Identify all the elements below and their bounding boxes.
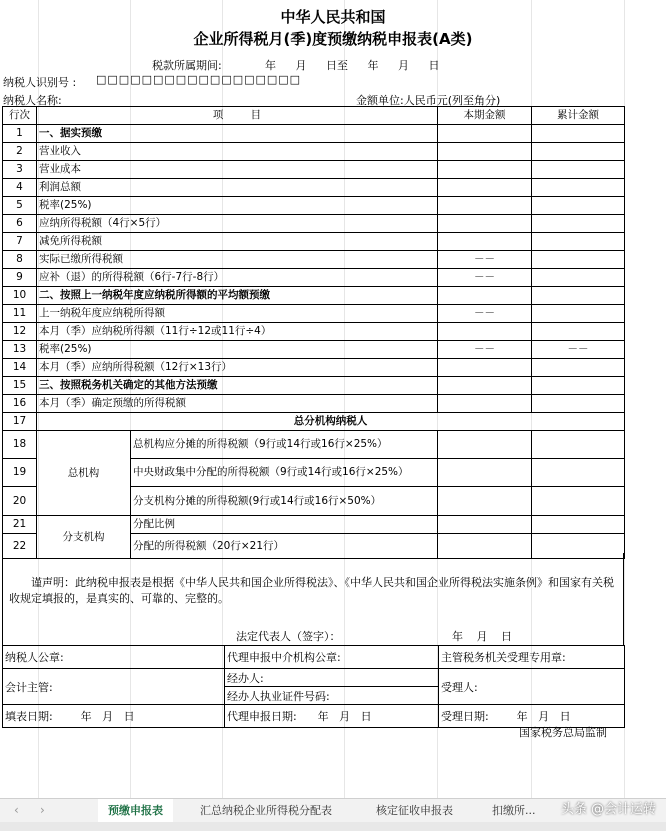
declaration-table bbox=[2, 106, 625, 559]
row-no: 4 bbox=[3, 179, 37, 197]
cell-current[interactable] bbox=[438, 431, 532, 459]
row-item: 应补（退）的所得税额（6行-7行-8行） bbox=[37, 269, 438, 287]
cell-cumulative[interactable] bbox=[532, 143, 625, 161]
row-no: 3 bbox=[3, 161, 37, 179]
header-current: 本期金额 bbox=[438, 107, 532, 125]
table-header-row bbox=[3, 107, 625, 125]
amount-unit: 金额单位:人民币元(列至角分) bbox=[356, 94, 501, 107]
cell-current[interactable] bbox=[438, 179, 532, 197]
row-item: 分支机构分摊的所得税额(9行或14行或16行×50%） bbox=[131, 487, 438, 516]
cell-cumulative[interactable] bbox=[532, 287, 625, 305]
table-row bbox=[3, 143, 625, 161]
footer-agent-seal: 代理申报中介机构公章: bbox=[225, 646, 439, 669]
row-no: 20 bbox=[3, 487, 37, 516]
table-row bbox=[3, 413, 625, 431]
row-no: 19 bbox=[3, 459, 37, 487]
row-no: 12 bbox=[3, 323, 37, 341]
header-cumulative: 累计金额 bbox=[532, 107, 625, 125]
cell-current[interactable] bbox=[438, 197, 532, 215]
row-item: 总机构应分摊的所得税额（9行或14行或16行×25%） bbox=[131, 431, 438, 459]
taxpayer-id-boxes[interactable]: □□□□□□□□□□□□□□□□□□ bbox=[96, 73, 302, 86]
table-row bbox=[3, 305, 625, 323]
group-hq-label: 总机构 bbox=[37, 431, 131, 516]
signature-row bbox=[2, 622, 624, 646]
row-no: 16 bbox=[3, 395, 37, 413]
table-row bbox=[3, 377, 625, 395]
legal-rep-label: 法定代表人（签字）： bbox=[236, 630, 341, 643]
row-no: 11 bbox=[3, 305, 37, 323]
row-no: 21 bbox=[3, 516, 37, 534]
table-row bbox=[3, 215, 625, 233]
cell-current[interactable] bbox=[438, 125, 532, 143]
title-country: 中华人民共和国 bbox=[280, 8, 386, 26]
cell-cumulative[interactable] bbox=[532, 197, 625, 215]
cell-current[interactable]: －－ bbox=[438, 269, 532, 287]
row-item: 本月（季）应纳税所得额（11行÷12或11行÷4） bbox=[37, 323, 438, 341]
table-row bbox=[3, 323, 625, 341]
cell-current[interactable] bbox=[438, 377, 532, 395]
cell-current[interactable] bbox=[438, 215, 532, 233]
row-item: 减免所得税额 bbox=[37, 233, 438, 251]
sheet-tab-assessed[interactable]: 核定征收申报表 bbox=[376, 804, 453, 817]
row-no: 18 bbox=[3, 431, 37, 459]
table-row bbox=[3, 395, 625, 413]
sheet-tab-withholding[interactable]: 扣缴所... bbox=[492, 804, 536, 817]
declaration-text: 谨声明：此纳税申报表是根据《中华人民共和国企业所得税法》、《中华人民共和国企业所得税法实施条例》和国家有关税收规定填报的，是真实的、可靠的、完整的。 bbox=[9, 576, 614, 605]
cell-current[interactable]: －－ bbox=[438, 305, 532, 323]
taxpayer-name-label: 纳税人名称: bbox=[3, 94, 62, 107]
cell-cumulative[interactable] bbox=[532, 377, 625, 395]
chevron-left-icon[interactable]: ‹ bbox=[14, 803, 19, 817]
status-bar bbox=[0, 822, 666, 831]
title-form: 企业所得税月(季)度预缴纳税申报表(A类) bbox=[193, 30, 473, 48]
sheet-tab-prepay[interactable]: 预缴申报表 bbox=[98, 799, 173, 824]
row-no: 9 bbox=[3, 269, 37, 287]
table-row bbox=[3, 251, 625, 269]
period-label: 税款所属期间: bbox=[152, 59, 222, 72]
cell-current[interactable] bbox=[438, 161, 532, 179]
header-row-no: 行次 bbox=[3, 107, 37, 125]
cell-cumulative[interactable] bbox=[532, 431, 625, 459]
footer-accept-date: 受理日期: 年 月 日 bbox=[439, 705, 625, 728]
group-branch-label: 分支机构 bbox=[37, 516, 131, 559]
cell-current[interactable]: －－ bbox=[438, 341, 532, 359]
sheet-tab-summary[interactable]: 汇总纳税企业所得税分配表 bbox=[200, 804, 332, 817]
row-no: 7 bbox=[3, 233, 37, 251]
cell-cumulative[interactable] bbox=[532, 161, 625, 179]
cell-cumulative[interactable] bbox=[532, 215, 625, 233]
row-no: 1 bbox=[3, 125, 37, 143]
cell-cumulative[interactable] bbox=[532, 459, 625, 487]
row-no: 22 bbox=[3, 534, 37, 559]
header-item: 项 目 bbox=[37, 107, 438, 125]
table-row bbox=[3, 125, 625, 143]
cell-cumulative[interactable] bbox=[532, 251, 625, 269]
row-item: 分配的所得税额（20行×21行） bbox=[131, 534, 438, 559]
row-item: 税率(25%) bbox=[37, 341, 438, 359]
row-item: 上一纳税年度应纳税所得额 bbox=[37, 305, 438, 323]
row-item: 营业收入 bbox=[37, 143, 438, 161]
table-row bbox=[3, 431, 625, 459]
cell-current[interactable] bbox=[438, 143, 532, 161]
footer-handler-cert: 经办人执业证件号码: bbox=[225, 687, 439, 705]
supervisor-label: 国家税务总局监制 bbox=[519, 726, 607, 739]
table-row bbox=[3, 233, 625, 251]
section-header: 总分机构纳税人 bbox=[37, 413, 625, 431]
cell-current[interactable] bbox=[438, 359, 532, 377]
cell-cumulative[interactable] bbox=[532, 179, 625, 197]
taxpayer-id-label: 纳税人识别号 : bbox=[3, 76, 77, 89]
cell-cumulative[interactable] bbox=[532, 305, 625, 323]
footer-receiver: 受理人: bbox=[439, 669, 625, 705]
footer-handler: 经办人: bbox=[225, 669, 439, 687]
table-row bbox=[3, 197, 625, 215]
watermark: 头条 @会计运转 bbox=[560, 802, 656, 817]
row-item: 应纳所得税额（4行×5行） bbox=[37, 215, 438, 233]
chevron-right-icon[interactable]: › bbox=[40, 803, 45, 817]
cell-current[interactable] bbox=[438, 516, 532, 534]
footer-table bbox=[2, 645, 625, 728]
table-row bbox=[3, 179, 625, 197]
cell-cumulative[interactable] bbox=[532, 395, 625, 413]
footer-accountant: 会计主管: bbox=[3, 669, 225, 705]
footer-tax-office-seal: 主管税务机关受理专用章: bbox=[439, 646, 625, 669]
row-item: 分配比例 bbox=[131, 516, 438, 534]
cell-current[interactable] bbox=[438, 487, 532, 516]
row-no: 8 bbox=[3, 251, 37, 269]
row-item: 二、按照上一纳税年度应纳税所得额的平均额预缴 bbox=[37, 287, 438, 305]
cell-cumulative[interactable] bbox=[532, 323, 625, 341]
table-row bbox=[3, 287, 625, 305]
cell-cumulative[interactable] bbox=[532, 269, 625, 287]
row-item: 利润总额 bbox=[37, 179, 438, 197]
table-row bbox=[3, 269, 625, 287]
row-no: 6 bbox=[3, 215, 37, 233]
cell-cumulative[interactable] bbox=[532, 487, 625, 516]
cell-current[interactable] bbox=[438, 323, 532, 341]
row-item: 本月（季）应纳所得税额（12行×13行） bbox=[37, 359, 438, 377]
row-item: 三、按照税务机关确定的其他方法预缴 bbox=[37, 377, 438, 395]
row-item: 营业成本 bbox=[37, 161, 438, 179]
row-item: 税率(25%) bbox=[37, 197, 438, 215]
footer-fill-date: 填表日期: 年 月 日 bbox=[3, 705, 225, 728]
table-row bbox=[3, 161, 625, 179]
footer-agent-date: 代理申报日期: 年 月 日 bbox=[225, 705, 439, 728]
table-row bbox=[3, 359, 625, 377]
cell-cumulative[interactable] bbox=[532, 516, 625, 534]
row-item: 一、据实预缴 bbox=[37, 125, 438, 143]
cell-cumulative[interactable] bbox=[532, 233, 625, 251]
row-no: 13 bbox=[3, 341, 37, 359]
row-no: 10 bbox=[3, 287, 37, 305]
footer-seal: 纳税人公章: bbox=[3, 646, 225, 669]
row-no: 17 bbox=[3, 413, 37, 431]
cell-cumulative[interactable] bbox=[532, 359, 625, 377]
period-fields: 年 月 日至 年 月 日 bbox=[265, 59, 440, 72]
cell-cumulative[interactable]: －－ bbox=[532, 341, 625, 359]
legal-rep-date: 年 月 日 bbox=[452, 630, 512, 643]
declaration-box bbox=[2, 553, 624, 623]
table-row bbox=[3, 341, 625, 359]
cell-current[interactable]: －－ bbox=[438, 251, 532, 269]
cell-current[interactable] bbox=[438, 395, 532, 413]
row-no: 14 bbox=[3, 359, 37, 377]
table-row bbox=[3, 516, 625, 534]
cell-current[interactable] bbox=[438, 459, 532, 487]
cell-cumulative[interactable] bbox=[532, 125, 625, 143]
row-item: 本月（季）确定预缴的所得税额 bbox=[37, 395, 438, 413]
cell-current[interactable] bbox=[438, 287, 532, 305]
row-no: 15 bbox=[3, 377, 37, 395]
row-item: 实际已缴所得税额 bbox=[37, 251, 438, 269]
row-no: 2 bbox=[3, 143, 37, 161]
cell-current[interactable] bbox=[438, 233, 532, 251]
row-item: 中央财政集中分配的所得税额（9行或14行或16行×25%） bbox=[131, 459, 438, 487]
row-no: 5 bbox=[3, 197, 37, 215]
